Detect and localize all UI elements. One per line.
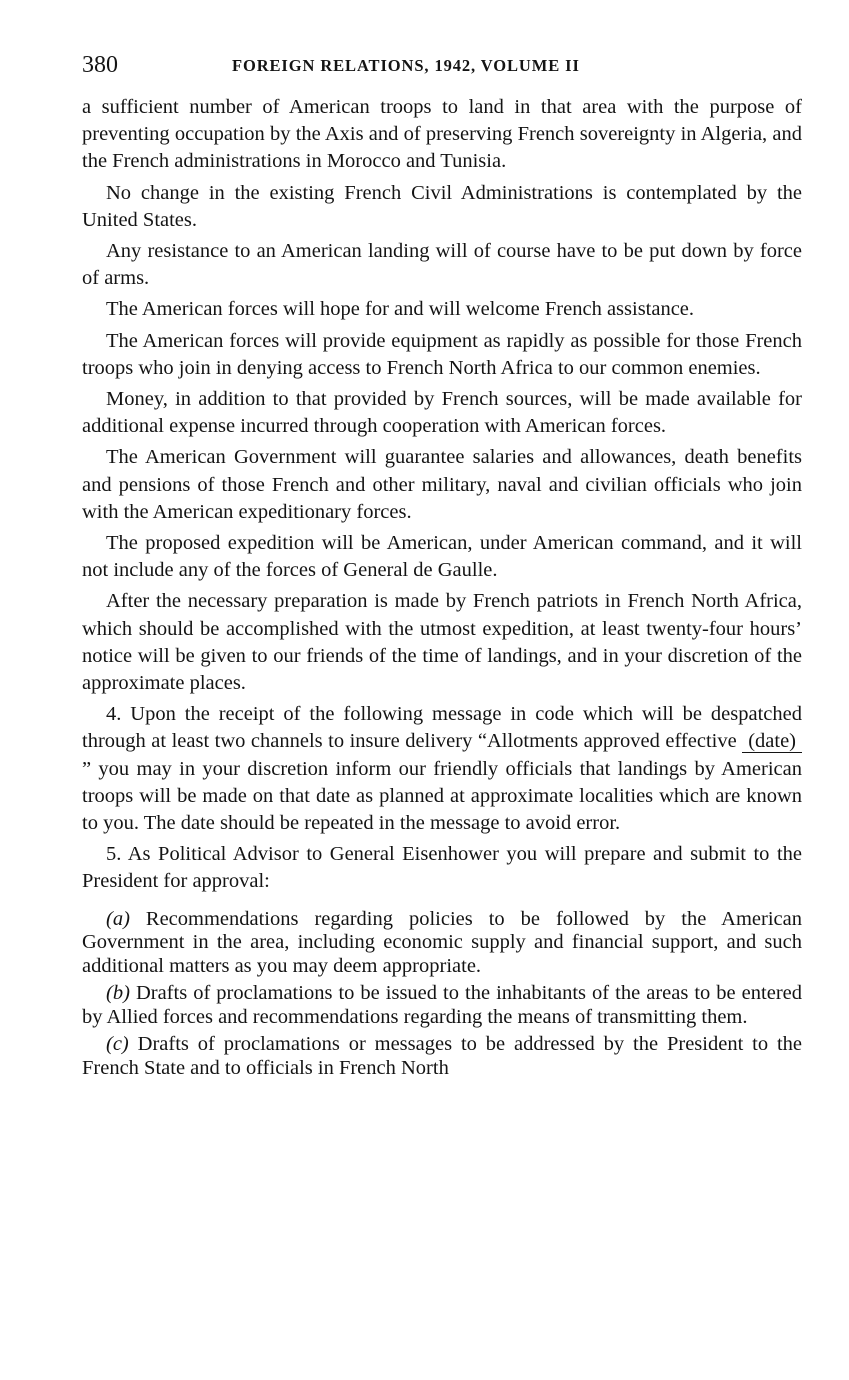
paragraph-4-start: 4. Upon the receipt of the following message in code which will be despatched through at least two channels to insure delivery “Allotments approved effective <box>82 703 802 753</box>
page-number: 380 <box>82 52 118 78</box>
paragraph: The American forces will hope for and will welcome French assistance. <box>106 298 695 321</box>
paragraph: No change in the existing French Civil Administrations is contemplated by the United States. <box>82 181 802 231</box>
subitem-text: Recommendations regarding policies to be followed by the American Government in the area, including economic supply and financial support, and such additional matters as you may deem appropriate. <box>82 907 802 977</box>
paragraph: Any resistance to an American landing will of course have to be put down by force of arms. <box>82 240 802 290</box>
subitem-c <box>82 1033 802 1080</box>
subitem-label: (c) <box>106 1033 129 1056</box>
subitem-label: (b) <box>106 982 130 1005</box>
paragraph: The American Government will guarantee salaries and allowances, death benefits and pensions of those French and other military, naval and civilian officials who join with the American expeditionary forces. <box>82 446 802 523</box>
page-header <box>82 52 802 82</box>
paragraph: The American forces will provide equipment as rapidly as possible for those French troops who join in denying access to French North Africa to our common enemies. <box>82 329 802 379</box>
subitem-text: Drafts of proclamations or messages to be addressed by the President to the French State and to officials in French North <box>82 1033 802 1079</box>
subitem-b <box>82 982 802 1029</box>
subitem-text: Drafts of proclamations to be issued to the inhabitants of the areas to be entered by Allied forces and recommendations regarding the means of transmitting them. <box>82 982 802 1028</box>
document-page <box>82 52 802 1084</box>
paragraph-4-end: ” you may in your discretion inform our friendly officials that landings by American troops will be made on that date as planned at approximate localities which are known to you. The date should be repeated in the message to avoid error. <box>82 757 802 835</box>
paragraph-5: 5. As Political Advisor to General Eisenhower you will prepare and submit to the President for approval: <box>82 843 802 893</box>
paragraph-4 <box>82 701 802 837</box>
date-blank: (date) <box>742 730 802 753</box>
running-head: FOREIGN RELATIONS, 1942, VOLUME II <box>232 56 580 75</box>
paragraph: Money, in addition to that provided by French sources, will be made available for additional expense incurred through cooperation with American forces. <box>82 388 802 438</box>
subitem-label: (a) <box>106 907 130 930</box>
subitem-a <box>82 908 802 979</box>
paragraph: a sufficient number of American troops to land in that area with the purpose of preventing occupation by the Axis and of preserving French sovereignty in Algeria, and the French administrations in Morocco and Tunisia. <box>82 96 802 173</box>
paragraph: The proposed expedition will be American, under American command, and it will not include any of the forces of General de Gaulle. <box>82 532 802 582</box>
paragraph: After the necessary preparation is made by French patriots in French North Africa, which should be accomplished with the utmost expedition, at least twenty-four hours’ notice will be given to our friends of the time of landings, and in your discretion of the approximate places. <box>82 590 802 695</box>
body-text <box>82 94 802 1080</box>
